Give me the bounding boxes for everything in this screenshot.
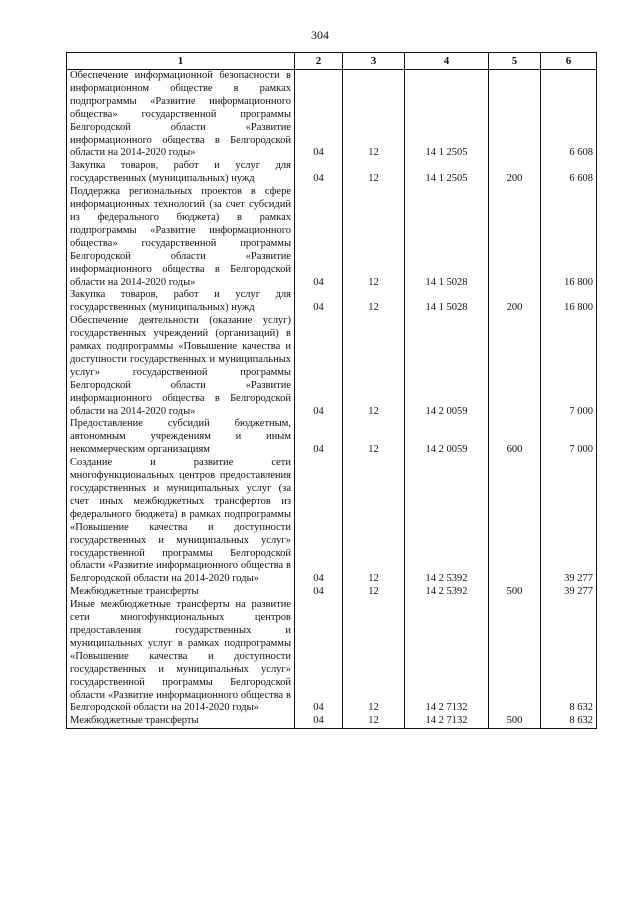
row-subsection: 12 bbox=[343, 418, 405, 457]
row-section: 04 bbox=[295, 289, 343, 315]
row-name: Межбюджетные трансферты bbox=[67, 715, 295, 728]
row-amount: 7 000 bbox=[541, 418, 597, 457]
row-expense-type bbox=[489, 599, 541, 715]
row-subsection: 12 bbox=[343, 289, 405, 315]
row-expense-type bbox=[489, 457, 541, 586]
row-section: 04 bbox=[295, 70, 343, 161]
row-amount: 16 800 bbox=[541, 186, 597, 289]
row-section: 04 bbox=[295, 315, 343, 418]
row-subsection: 12 bbox=[343, 315, 405, 418]
row-section: 04 bbox=[295, 599, 343, 715]
row-section: 04 bbox=[295, 160, 343, 186]
page-number: 304 bbox=[311, 28, 329, 42]
row-target-article: 14 2 0059 bbox=[405, 315, 489, 418]
row-name: Закупка товаров, работ и услуг для государственных (муниципальных) нужд bbox=[67, 289, 295, 315]
table-row bbox=[67, 186, 597, 289]
row-target-article: 14 2 5392 bbox=[405, 457, 489, 586]
row-name: Обеспечение деятельности (оказание услуг) государственных учреждений (организаций) в рамках подпрограммы «Повышение качества и доступности государственных и муниципальных услуг» государственной программы Белгородской области «Развитие информационного общества в Белгородской области на 2014-2020 годы» bbox=[67, 315, 295, 418]
row-expense-type: 200 bbox=[489, 289, 541, 315]
row-expense-type: 500 bbox=[489, 586, 541, 599]
row-name: Закупка товаров, работ и услуг для государственных (муниципальных) нужд bbox=[67, 160, 295, 186]
row-section: 04 bbox=[295, 586, 343, 599]
table-row bbox=[67, 599, 597, 715]
column-header-6: 6 bbox=[541, 53, 597, 70]
column-header-5: 5 bbox=[489, 53, 541, 70]
column-header-1: 1 bbox=[67, 53, 295, 70]
row-target-article: 14 2 7132 bbox=[405, 715, 489, 728]
row-name: Иные межбюджетные трансферты на развитие сети многофункциональных центров предоставления государственных и муниципальных услуг в рамках подпрограммы «Повышение качества и доступности государственных и муниципальных услуг» государственной программы Белгородской области «Развитие информационного общества в Белгородской области на 2014-2020 годы» bbox=[67, 599, 295, 715]
row-amount: 8 632 bbox=[541, 715, 597, 728]
row-subsection: 12 bbox=[343, 599, 405, 715]
row-amount: 39 277 bbox=[541, 586, 597, 599]
column-header-4: 4 bbox=[405, 53, 489, 70]
table-row bbox=[67, 418, 597, 457]
row-name: Создание и развитие сети многофункциональных центров предоставления государственных и муниципальных услуг (за счет иных межбюджетных трансфертов из федерального бюджета) в рамках подпрограммы «Повышение качества и доступности государственных и муниципальных услуг» государственной программы Белгородской области «Развитие информационного общества в Белгородской области на 2014-2020 годы» bbox=[67, 457, 295, 586]
row-name: Поддержка региональных проектов в сфере информационных технологий (за счет субсидий из федерального бюджета) в рамках подпрограммы «Развитие информационного общества» государственной программы Белгородской области «Развитие информационного общества в Белгородской области на 2014-2020 годы» bbox=[67, 186, 295, 289]
table-row bbox=[67, 586, 597, 599]
row-amount: 7 000 bbox=[541, 315, 597, 418]
row-target-article: 14 1 5028 bbox=[405, 186, 489, 289]
row-name: Обеспечение информационной безопасности в информационном обществе в рамках подпрограммы «Развитие информационного общества» государственной программы Белгородской области «Развитие информационного общества в Белгородской области на 2014-2020 годы» bbox=[67, 70, 295, 161]
row-section: 04 bbox=[295, 457, 343, 586]
table-header-row bbox=[67, 53, 597, 70]
column-header-3: 3 bbox=[343, 53, 405, 70]
row-target-article: 14 1 2505 bbox=[405, 160, 489, 186]
row-target-article: 14 2 7132 bbox=[405, 599, 489, 715]
row-amount: 16 800 bbox=[541, 289, 597, 315]
row-subsection: 12 bbox=[343, 586, 405, 599]
table-row bbox=[67, 715, 597, 728]
row-subsection: 12 bbox=[343, 457, 405, 586]
row-target-article: 14 1 2505 bbox=[405, 70, 489, 161]
row-expense-type bbox=[489, 186, 541, 289]
table-row bbox=[67, 315, 597, 418]
table-row bbox=[67, 70, 597, 161]
column-header-2: 2 bbox=[295, 53, 343, 70]
row-amount: 8 632 bbox=[541, 599, 597, 715]
row-section: 04 bbox=[295, 186, 343, 289]
table-row bbox=[67, 160, 597, 186]
row-amount: 39 277 bbox=[541, 457, 597, 586]
row-name: Предоставление субсидий бюджетным, автономным учреждениям и иным некоммерческим организациям bbox=[67, 418, 295, 457]
row-section: 04 bbox=[295, 715, 343, 728]
row-amount: 6 608 bbox=[541, 70, 597, 161]
row-expense-type: 200 bbox=[489, 160, 541, 186]
row-section: 04 bbox=[295, 418, 343, 457]
row-subsection: 12 bbox=[343, 70, 405, 161]
row-expense-type: 500 bbox=[489, 715, 541, 728]
row-target-article: 14 1 5028 bbox=[405, 289, 489, 315]
budget-table bbox=[66, 52, 597, 729]
row-subsection: 12 bbox=[343, 715, 405, 728]
row-subsection: 12 bbox=[343, 160, 405, 186]
row-expense-type: 600 bbox=[489, 418, 541, 457]
table-row bbox=[67, 289, 597, 315]
row-name: Межбюджетные трансферты bbox=[67, 586, 295, 599]
row-amount: 6 608 bbox=[541, 160, 597, 186]
row-target-article: 14 2 5392 bbox=[405, 586, 489, 599]
row-expense-type bbox=[489, 315, 541, 418]
row-target-article: 14 2 0059 bbox=[405, 418, 489, 457]
row-subsection: 12 bbox=[343, 186, 405, 289]
table-row bbox=[67, 457, 597, 586]
row-expense-type bbox=[489, 70, 541, 161]
